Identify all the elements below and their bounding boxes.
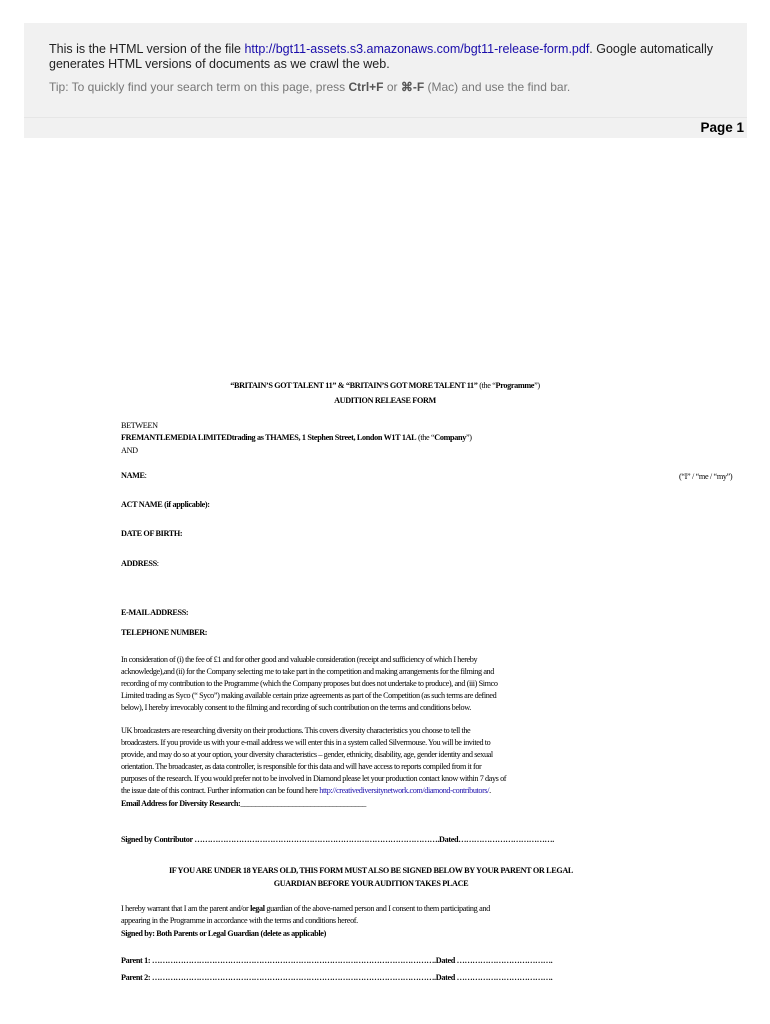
under18-notice-line2: GUARDIAN BEFORE YOUR AUDITION TAKES PLACE bbox=[273, 879, 469, 888]
company-line bbox=[121, 433, 472, 442]
cache-notice-text-end: . Google automatically generates HTML versions of documents as we crawl the web. bbox=[49, 42, 713, 71]
paragraph-line: orientation. The broadcaster, as data controller, is responsible for this data and will have access to reports compiled from it for bbox=[121, 762, 482, 772]
diversity-network-link[interactable]: http://creativediversitynetwork.com/diamond-contributors/ bbox=[319, 786, 490, 796]
title-end: ”) bbox=[534, 381, 540, 390]
warrant-text: I hereby warrant that I am the parent and/or bbox=[121, 904, 251, 913]
title-text: (the “ bbox=[477, 381, 496, 390]
name-note: (“I” / “me / “my”) bbox=[679, 472, 733, 481]
company-end: ”) bbox=[465, 433, 472, 442]
phone-field-label: TELEPHONE NUMBER: bbox=[121, 628, 208, 637]
guardian-warrant-line1 bbox=[121, 904, 490, 913]
guardian-warrant-line2: appearing in the Programme in accordance with the terms and conditions hereof. bbox=[121, 916, 358, 925]
tip-text-or: or bbox=[383, 80, 401, 94]
warrant-text-end: guardian of the above-named person and I consent to them participating and bbox=[264, 904, 490, 913]
tip-text-end: (Mac) and use the find bar. bbox=[424, 80, 571, 94]
further-info-end: . bbox=[489, 786, 491, 796]
source-file-link[interactable]: http://bgt11-assets.s3.amazonaws.com/bgt11-release-form.pdf bbox=[244, 42, 590, 56]
and-label: AND bbox=[121, 446, 138, 455]
email-research-label: Email Address for Diversity Research: bbox=[121, 798, 241, 808]
paragraph-line: UK broadcasters are researching diversity on their productions. This covers diversity characteristics you choose to tell the bbox=[121, 726, 471, 735]
parents-signed-label: Signed by: Both Parents or Legal Guardian (delete as applicable) bbox=[121, 929, 326, 938]
company-details: FREMANTLEMEDIA LIMITEDtrading as THAMES, 1 Stephen Street, London W1T 1AL bbox=[121, 433, 417, 442]
paragraph-line: broadcasters. If you provide us with your e-mail address we will enter this in a system called Silvermouse. You will be invited to bbox=[121, 738, 491, 748]
consideration-paragraph bbox=[121, 654, 571, 714]
name-field-label bbox=[121, 471, 147, 480]
company-word: Company bbox=[434, 433, 466, 442]
parent1-signature-line: Parent 1: ……………………………………………………………………………………………….Dated ………………………………. bbox=[121, 956, 553, 965]
form-title-line1 bbox=[121, 381, 649, 390]
tip-key-cmd-f: ⌘-F bbox=[400, 80, 425, 94]
contributor-signature-line: Signed by Contributor ………………………………………………………………………………….Dated………………………………. bbox=[121, 835, 554, 844]
page-bar bbox=[24, 118, 747, 138]
programme-names: “BRITAIN’S GOT TALENT 11” & “BRITAIN’S GOT MORE TALENT 11” bbox=[230, 381, 478, 390]
address-field-label bbox=[121, 559, 159, 568]
page-number-label: Page 1 bbox=[700, 120, 744, 135]
address-label-text: ADDRESS bbox=[121, 559, 157, 568]
name-colon: : bbox=[144, 471, 147, 480]
email-research-line bbox=[121, 798, 571, 810]
cache-notice-text: This is the HTML version of the file bbox=[49, 42, 245, 56]
paragraph-line: In consideration of (i) the fee of £1 and for other good and valuable consideration (receipt and sufficiency of which I hereby bbox=[121, 655, 478, 664]
parent2-signature-line: Parent 2: ……………………………………………………………………………………………….Dated ………………………………. bbox=[121, 973, 553, 982]
between-label: BETWEEN bbox=[121, 421, 158, 430]
cache-notice bbox=[49, 42, 739, 72]
email-field-label: E-MAIL ADDRESS: bbox=[121, 608, 189, 617]
paragraph-line: recording of my contribution to the Programme (which the Company proposes but does not undertake to produce), and (iii) Simco bbox=[121, 679, 498, 689]
tip-key-ctrl-f: Ctrl+F bbox=[348, 80, 384, 94]
paragraph-line: Limited trading as Syco (“ Syco”) making available certain prize agreements as part of the Competition (as such terms are defined bbox=[121, 691, 497, 701]
further-info-text: the issue date of this contract. Further information can be found here bbox=[121, 786, 320, 796]
company-text: (the “ bbox=[416, 433, 435, 442]
name-label-text: NAME bbox=[121, 471, 145, 480]
email-research-blank[interactable]: __________________________________ bbox=[240, 798, 366, 808]
paragraph-line: below), I hereby irrevocably consent to the filming and recording of such contribution on the terms and conditions below. bbox=[121, 703, 471, 713]
programme-word: Programme bbox=[495, 381, 535, 390]
under18-notice-line1: IF YOU ARE UNDER 18 YEARS OLD, THIS FORM MUST ALSO BE SIGNED BELOW BY YOUR PARENT OR LEGAL bbox=[168, 866, 574, 875]
paragraph-line bbox=[121, 785, 571, 797]
dob-field-label: DATE OF BIRTH: bbox=[121, 529, 183, 538]
act-name-field-label: ACT NAME (if applicable): bbox=[121, 500, 210, 509]
paragraph-line: acknowledge),and (ii) for the Company selecting me to take part in the competition and making arrangements for the filming and bbox=[121, 667, 494, 677]
diversity-paragraph bbox=[121, 725, 571, 810]
tip-text: Tip: To quickly find your search term on this page, press bbox=[49, 80, 349, 94]
form-title-line2: AUDITION RELEASE FORM bbox=[334, 396, 436, 405]
paragraph-line: provide, and may do so at your option, your diversity characteristics – gender, ethnicity, disability, age, gender identity and sexual bbox=[121, 750, 493, 760]
find-tip bbox=[49, 80, 570, 94]
paragraph-line: purposes of the research. If you would prefer not to be involved in Diamond please let your production contact know within 7 days of bbox=[121, 774, 507, 784]
google-cache-header bbox=[24, 23, 747, 118]
address-colon: : bbox=[156, 559, 159, 568]
warrant-legal: legal bbox=[250, 904, 265, 913]
